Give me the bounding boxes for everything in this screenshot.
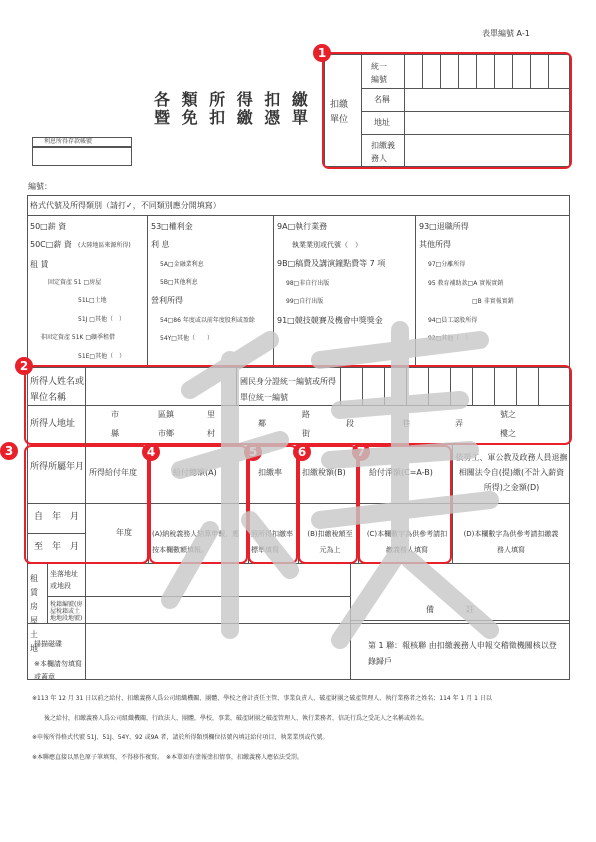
scan-label: 掃描磁碟 [34, 640, 62, 648]
col-net-header: 給付淨額(C=A-B) [369, 468, 433, 477]
marker-box-5 [248, 445, 298, 564]
addr-part: 村 [207, 429, 215, 438]
cat-9a[interactable]: 9A□執行業務 [277, 222, 328, 231]
marker-box-7 [358, 445, 452, 564]
marker-5: 5 [244, 443, 262, 461]
cat-97[interactable]: 97□分離所得 [428, 261, 466, 268]
gross-amount-field[interactable]: (A)納稅義務人結算申報，應按本欄數額填報。 [152, 530, 240, 554]
rent-location-label: 坐落地址或地段 [50, 570, 78, 590]
form-title-line1: 各 類 所 得 扣 繳 [154, 90, 311, 109]
cat-5a[interactable]: 5A□金融業利息 [160, 261, 204, 268]
cat-95a[interactable]: 95 教育補助款□A 實報實銷 [428, 280, 504, 287]
col-year-header: 所得所屬年月 [30, 462, 85, 472]
cat-95b[interactable]: □B 非實報實銷 [472, 298, 514, 305]
rent-label: 租賃房屋土地 [30, 574, 38, 653]
serial-label: 編號： [28, 182, 52, 191]
remarks-label: 備 註 [426, 605, 474, 614]
cat-94[interactable]: 94□員工認股所得 [428, 317, 478, 324]
addr-part: 市鄉 [158, 429, 174, 438]
from-year-month[interactable]: 自 年 月 [34, 512, 80, 522]
form-title-line2: 暨 免 扣 繳 憑 單 [154, 108, 311, 127]
cat-51k[interactable]: 非固定資產 51K □礦季租借 [40, 334, 116, 341]
withholder-name-label: 名稱 [374, 95, 390, 104]
copy-note: 第 1 聯：報核聯 由扣繳義務人申報交稽徵機關核以登錄歸戶 [368, 641, 557, 666]
footnote-2: 後之給付，扣繳義務人爲公司組織機關，行政法人、團體，學校，事業，破產財團之破產管理人、執行業務者，信託行爲之受託人之名稱或姓名。 [44, 715, 429, 722]
marker-3: 3 [0, 442, 18, 460]
marker-box-6 [298, 445, 358, 564]
cat-9b[interactable]: 9B□稿費及講演鐘點費等 7 項 [277, 259, 386, 268]
marker-box-4 [149, 445, 248, 564]
withholder-agent-label: 扣繳義務人 [371, 141, 395, 163]
cat-54[interactable]: 54□86 年度或以前年度股利或盈餘 [160, 317, 255, 324]
scan-note: ※本欄請勿填寫或蓋章 [34, 660, 82, 681]
cat-53[interactable]: 53□權利金 [151, 222, 193, 231]
addr-part: 路 [302, 410, 310, 419]
cat-5b[interactable]: 5B□其他利息 [160, 279, 198, 286]
rate-field[interactable]: 照所得扣繳率標準填寫 [251, 530, 293, 554]
cat-51j[interactable]: 51J □其他（ ） [78, 316, 125, 323]
addr-part: 號之 [500, 410, 516, 419]
col-tax-header: 扣繳稅額(B) [302, 468, 346, 477]
col-pay-year-header: 所得給付年度 [89, 468, 137, 477]
marker-box-1 [322, 52, 572, 169]
form-code: 表單編號 A-1 [482, 29, 530, 38]
cat-98[interactable]: 98□非自行出版 [286, 280, 330, 287]
interest-account-label: 利息所得存款帳號 [44, 138, 93, 145]
marker-4: 4 [142, 443, 160, 461]
cat-9a-code[interactable]: 執業業別或代號（ ） [292, 241, 362, 249]
col-d-header: 依勞工、軍公教及政務人員退撫相關法令自(提)繳(不計入薪資所得)之金額(D) [455, 453, 568, 492]
payee-id-label: 國民身分證統一編號或所得單位統一編號 [240, 377, 336, 402]
cat-other: 其他所得 [419, 240, 451, 249]
net-amount-field[interactable]: (C)本欄數字為供參考請扣繳義務人填寫 [366, 530, 448, 554]
addr-part: 區鎮 [158, 410, 174, 419]
marker-7: 7 [352, 443, 370, 461]
addr-part: 縣 [111, 429, 119, 438]
col-rate-header: 扣繳率 [258, 468, 282, 477]
footnote-4: ※本聯應直接以黑色原子筆填寫，不得移作複寫。 ※本單如有塗報塗扣情事，扣繳義務人應依法受罰。 [32, 754, 304, 761]
pay-year-unit[interactable]: 年度 [116, 528, 132, 537]
interest-account-field[interactable] [32, 147, 132, 166]
cat-50c[interactable]: 50C□薪 資 [30, 240, 72, 249]
cat-91[interactable]: 91□競技競賽及機會中獎獎金 [277, 316, 383, 325]
addr-part: 鄰 [258, 419, 266, 428]
cat-50[interactable]: 50□薪 資 [30, 222, 67, 231]
addr-part: 街 [302, 429, 310, 438]
footnote-3: ※申報所得格式代號 51J、51J、54Y、92 或9A 者，請於所得類別欄位括號內填註給付項目、執業業別或代號。 [32, 734, 329, 741]
cat-51[interactable]: 固定資產 51 □房屋 [48, 279, 102, 286]
cat-50c-note: (大陸地區來源所得) [78, 242, 131, 249]
payee-addr-label: 所得人地址 [30, 419, 76, 429]
cat-interest: 利 息 [151, 240, 170, 249]
footnote-1: ※113 年 12 月 31 日以前之給付，扣繳義務人爲公司組織機關、團體、學校之會計責任主管、事業負責人、破產財團之破產管理人、執行業務者之姓名；114 年 1 月 1 日以 [32, 695, 492, 702]
rent-location-field[interactable] [87, 565, 348, 594]
payee-name-label: 所得人姓名或單位名稱 [30, 377, 85, 403]
cat-99[interactable]: 99□自行出版 [286, 298, 324, 305]
addr-part: 弄 [455, 419, 463, 428]
rent-taxid-label: 稅籍編號(房屋稅籍或土地地段地號) [50, 601, 83, 622]
marker-box-2 [24, 365, 572, 445]
marker-box-3 [24, 445, 149, 564]
addr-part: 里 [207, 410, 215, 419]
withholder-uid-label: 統一編號 [371, 62, 387, 84]
cat-92[interactable]: 92□其他（ ） [428, 335, 472, 342]
cat-51e[interactable]: 51E□其他（ ） [78, 353, 126, 360]
addr-part: 巷 [402, 419, 410, 428]
rent-taxid-field[interactable] [87, 598, 348, 621]
cat-51l[interactable]: 51L□土地 [78, 297, 107, 304]
marker-6: 6 [293, 443, 311, 461]
addr-part: 樓之 [500, 429, 516, 438]
withholder-unit-label: 扣繳單位 [330, 100, 349, 125]
col-gross-header: 給付總額(A) [173, 468, 217, 477]
d-amount-field[interactable]: (D)本欄數字為供參考請扣繳義務人填寫 [463, 530, 559, 554]
format-header: 格式代號及所得類別（請打✓，不同類別應分開填寫） [30, 201, 221, 210]
cat-93[interactable]: 93□退職所得 [419, 222, 469, 231]
withholder-addr-label: 地址 [374, 118, 390, 127]
cat-profit: 營利所得 [151, 296, 183, 305]
cat-rent: 租 賃 [30, 260, 49, 269]
addr-part: 市 [111, 410, 119, 419]
marker-2: 2 [15, 357, 33, 375]
cat-54y[interactable]: 54Y□其他（ ） [160, 335, 213, 342]
tax-amount-field[interactable]: (B)扣繳稅額至元為上 [307, 530, 353, 554]
marker-1: 1 [313, 44, 331, 62]
addr-part: 段 [346, 419, 354, 428]
to-year-month[interactable]: 至 年 月 [34, 542, 80, 552]
